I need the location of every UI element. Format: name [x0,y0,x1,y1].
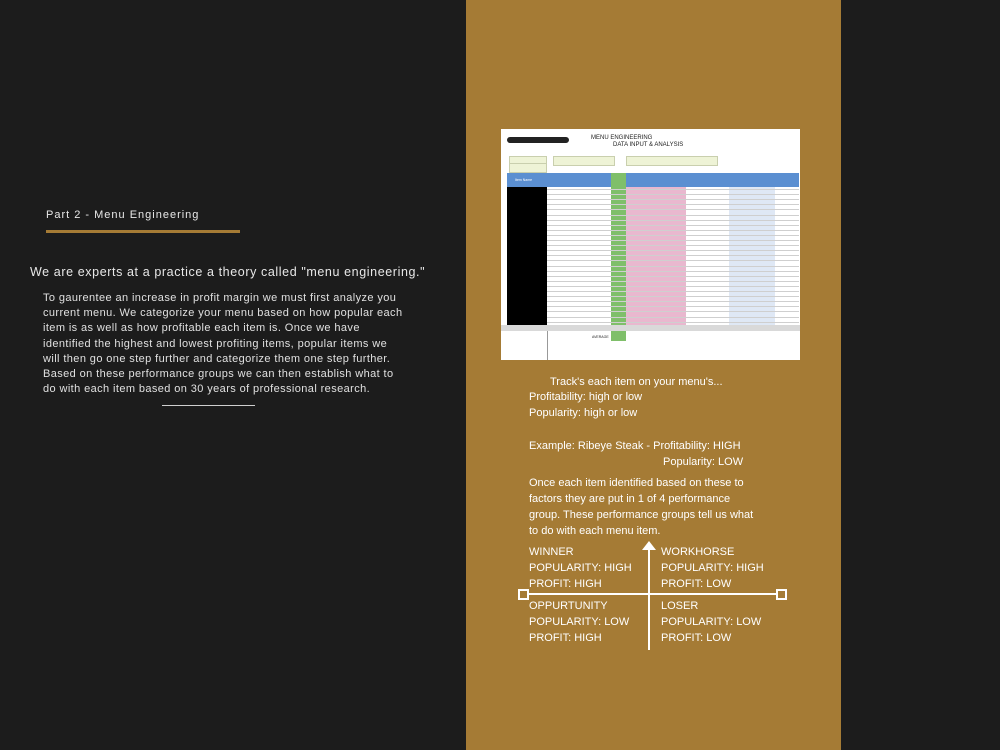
intro-line: Track's each item on your menu's... [550,376,723,388]
example-line: Popularity: LOW [663,456,744,468]
quadrant-oppurtunity [529,598,629,647]
quadrant-popularity: POPULARITY: HIGH [661,562,764,575]
sheet-row-line [547,296,799,297]
sheet-row-line [547,306,799,307]
axis-end-square-icon [518,589,529,600]
horizontal-axis [524,593,782,595]
quadrant-title: LOSER [661,600,699,612]
body-line: will then go one step further and categorize them one step further. [43,352,391,365]
sheet-row-line [547,271,799,272]
sheet-input-cell [626,156,718,166]
sheet-row-line [547,260,799,261]
sheet-row-line [547,204,799,205]
quadrant-profit: PROFIT: LOW [661,578,732,591]
quadrant-title: WORKHORSE [661,546,735,558]
headline: We are experts at a practice a theory called "menu engineering." [30,265,426,279]
part-title: Part 2 - Menu Engineering [46,209,200,221]
sheet-title-line1: MENU ENGINEERING [591,135,653,141]
sheet-input-cell [553,156,615,166]
body-line: item is as well as how profitable each item is. Once we have [43,322,360,335]
intro-line: Popularity: high or low [529,407,638,419]
sheet-row-line [547,199,799,200]
sheet-row-line [547,220,799,221]
explain-line: factors they are put in 1 of 4 performance [529,493,731,505]
quadrant-profit: PROFIT: HIGH [529,578,602,591]
body-line: identified the highest and lowest profiting items, popular items we [43,337,388,350]
sheet-title-line2: DATA INPUT & ANALYSIS [613,142,684,148]
intro-line: Profitability: high or low [529,391,643,403]
sheet-title [591,135,683,149]
sheet-row-line [547,225,799,226]
example-line: Example: Ribeye Steak - Profitability: HIGH [529,440,741,452]
logo-knife-icon [507,137,569,143]
sheet-footer-label: AVERAGE [592,335,609,339]
sheet-row-line [547,194,799,195]
sheet-row-line [547,245,799,246]
sheet-row-line [547,281,799,282]
body-line: Based on these performance groups we can then establish what to [43,368,394,381]
sheet-row-line [547,255,799,256]
sheet-row-line [547,240,799,241]
sheet-footer-line [547,331,548,360]
sheet-row-line [547,286,799,287]
sheet-row-line [547,189,799,190]
body-paragraph [43,291,443,397]
arrow-up-icon [642,541,656,550]
quadrant-loser [661,598,761,647]
explain-line: Once each item identified based on these to [529,477,744,489]
sheet-row-line [547,230,799,231]
spreadsheet-image [501,129,800,360]
explain-line: group. These performance groups tell us what [529,509,754,521]
quadrant-title: OPPURTUNITY [529,600,608,612]
quadrant-workhorse [661,544,764,593]
gold-divider [46,230,240,233]
quadrant-title: WINNER [529,546,574,558]
thin-divider [162,405,255,406]
quadrant-popularity: POPULARITY: HIGH [529,562,632,575]
sheet-input-cell [509,163,547,173]
sheet-row-line [547,322,799,323]
sheet-row-line [547,235,799,236]
explain-line: to do with each menu item. [529,525,661,537]
vertical-axis [648,548,650,650]
sheet-row-line [547,209,799,210]
sheet-total-row [501,325,800,331]
sheet-row-line [547,250,799,251]
sheet-row-line [547,215,799,216]
sheet-row-line [547,266,799,267]
sheet-margin-column [626,187,686,325]
sheet-row-line [547,291,799,292]
sheet-row-line [547,301,799,302]
quadrant-popularity: POPULARITY: LOW [529,616,630,629]
sheet-row-line [547,317,799,318]
right-margin [841,0,1000,750]
axis-end-square-icon [776,589,787,600]
quadrant-popularity: POPULARITY: LOW [661,616,762,629]
sheet-category-column [729,187,775,325]
quadrant-profit: PROFIT: LOW [661,632,732,645]
sheet-row-line [547,311,799,312]
body-line: do with each item based on 30 years of professional research. [43,383,371,396]
body-line: current menu. We categorize your menu based on how popular each [43,307,403,320]
sheet-header-band [507,173,799,187]
quadrant-winner [529,544,632,593]
sheet-row-line [547,276,799,277]
sheet-col-item-name: Item Name [515,178,533,182]
quadrant-profit: PROFIT: HIGH [529,632,602,645]
body-line: To gaurentee an increase in profit margin we must first analyze you [43,292,397,304]
sheet-item-column [507,187,547,325]
